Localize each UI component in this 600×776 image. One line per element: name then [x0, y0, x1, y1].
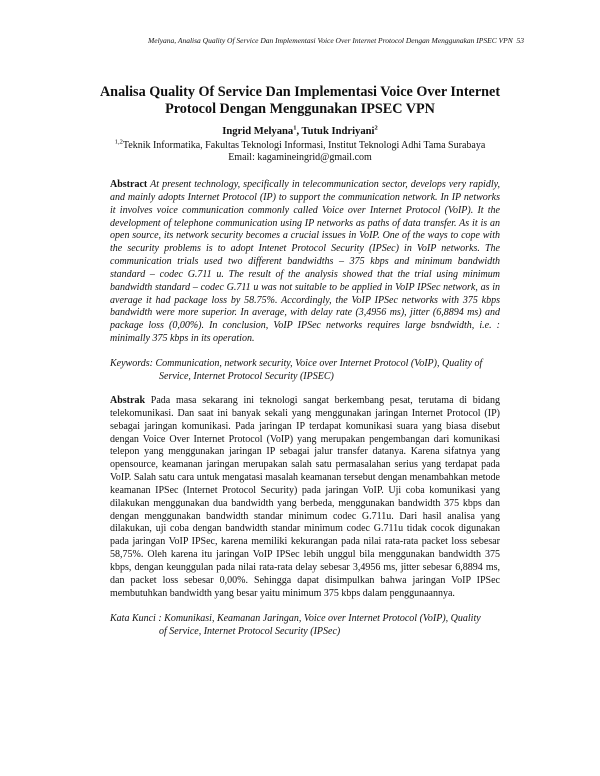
keywords-english-line-1: Keywords: Communication, network security, Voice over Internet Protocol (VoIP), Quality of	[110, 358, 483, 369]
title-line-2: Protocol Dengan Menggunakan IPSEC VPN	[165, 101, 435, 117]
author-email: Email: kagamineingrid@gmail.com	[228, 152, 372, 163]
author-list	[0, 126, 600, 137]
abstract-english-label: Abstract	[110, 179, 148, 190]
affiliation	[0, 139, 600, 152]
author-2-sup: 2	[374, 124, 378, 132]
page-number: 53	[516, 36, 524, 45]
keywords-indonesian-line-2: of Service, Internet Protocol Security (IPSec)	[159, 625, 341, 637]
author-separator: ,	[296, 126, 302, 137]
keywords-indonesian	[110, 613, 500, 638]
abstract-indonesian-body: Pada masa sekarang ini teknologi sangat berkembang pesat, terutama di bidang telekomunikasi. Dan saat ini banyak sekali yang menggunakan jaringan Internet Protocol (IP) sebagai jaringan komunikasi. Pada jaringan IP terdapat komunikasi suara yang biasa disebut dengan Voice Over Internet Protocol (VoIP) yang merupakan pengembangan dari komunikasi telepon yang menggunakan jaringan IP sebagai jalur transfer datanya. Karena sifatnya yang opensource, keamanan jaringan merupakan salah satu permasalahan serius yang terdapat pada VoIP. Salah satu cara untuk mengatasi masalah keamanan tersebut dengan menambahkan metode keamanan IPSec (Internet Protocol Security) pada jaringan VoIP. Uji coba komunikasi yang dilakukan menggunakan dua bandwidth yang berbeda, menggunakan bandwidth 375 kbps dan dengan menggunakan bandwidth standar minimum codec G.711u. Dari hasil analisa yang dilakukan, uji coba dengan bandwidth standar minimum codec G.711u tidak cocok digunakan pada jaringan VoIP IPSec, karena memiliki kekurangan pada nilai rata-rata packet loss sebesar 58,75%. Oleh karena itu jaringan VoIP IPSec lebih unggul bila menggunakan bandwidth 375 kbps, dengan keunggulan pada nilai rata-rata delay sebesar 3,4956 ms, jitter sebesar 6,8894 ms, dan packet loss sebesar 0,00%. Sehingga dapat disimpulkan bahwa jaringan VoIP IPSec membutuhkan bandwidth yang besar yaitu minimum 375 kbps dalam penggunaannya.	[110, 395, 500, 599]
abstract-indonesian-label: Abstrak	[110, 395, 146, 406]
abstract-english	[110, 179, 500, 346]
abstract-indonesian	[110, 395, 500, 601]
running-header	[148, 36, 524, 45]
author-2: Tutuk Indriyani	[301, 126, 375, 137]
keywords-english	[110, 358, 500, 383]
affiliation-text: Teknik Informatika, Fakultas Teknologi Informasi, Institut Teknologi Adhi Tama Surabaya	[122, 140, 486, 151]
paper-title	[92, 84, 508, 118]
keywords-indonesian-line-1: Kata Kunci : Komunikasi, Keamanan Jaringan, Voice over Internet Protocol (VoIP), Quality	[110, 613, 481, 624]
author-1: Ingrid Melyana	[222, 126, 294, 137]
title-line-1: Analisa Quality Of Service Dan Implementasi Voice Over Internet	[99, 84, 501, 100]
affiliation-sup: 1,2	[114, 138, 123, 146]
running-title: Melyana, Analisa Quality Of Service Dan Implementasi Voice Over Internet Protocol Dengan Menggunakan IPSEC VPN	[148, 36, 513, 45]
keywords-english-line-2: Service, Internet Protocol Security (IPSEC)	[159, 370, 334, 382]
author-1-sup: 1	[293, 124, 297, 132]
abstract-english-body: At present technology, specifically in telecommunication sector, develops very rapidly, and mainly adopts Internet Protocol (IP) to support the communication network. In IP networks it involves voice communication commonly called Voice over Internet Protocol (VoIP). It the development of telephone communication using IP networks as paths of data transfer. As it is an open source, its network security becomes a crucial issues in VoIP. One of the ways to cope with the security problems is to adopt Intenet Protocol Security (IPSec) in VoIP networks. The communication trials used two different bandwidths – 375 kbps and minimum bandwidth standard – codec G.711 u. The result of the analysis showed that the trial using minimum bandwidth standard – codec G.711 u was not suitable to be applied in VoIP IPSec network, as in average it had package loss by 58.75%. Accordingly, the VoIP IPSec networks with 375 kbps bandwidth were more superior. In average, with delay rate (3,4956 ms), jitter (6,8894 ms) and package loss (0,00%). In conclusion, VoIP IPSec networks requires large bsndwidth, i.e. : minimally 375 kbps in its operation.	[110, 179, 500, 345]
